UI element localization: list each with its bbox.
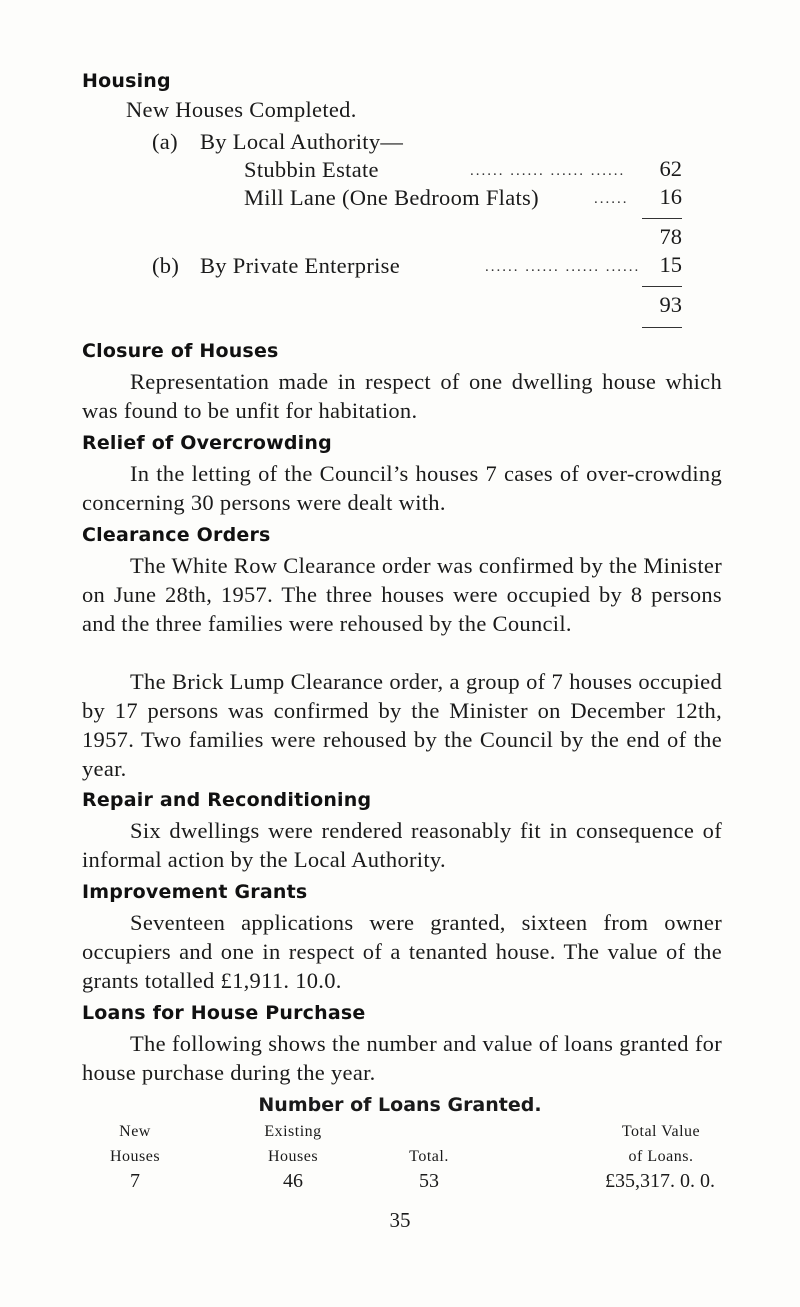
- clearance-paragraph-2: The Brick Lump Clearance order, a group of 7 houses occupied by 17 persons was confirmed by the Minister on December 12th, 1957. Two families were rehoused by the Council by the end of the year.: [82, 669, 722, 781]
- loans-paragraph: The following shows the number and value of loans granted for house purchase during the year.: [82, 1031, 722, 1085]
- improvement-paragraph: Seventeen applications were granted, sixteen from owner occupiers and one in respect of a tenanted house. The value of the grants totalled £1,911. 10.0.: [82, 910, 722, 993]
- col-new-houses-line2: Houses: [109, 1148, 161, 1165]
- item-b-title: By Private Enterprise: [200, 253, 400, 278]
- item-a-label: (a): [152, 129, 178, 154]
- col-total-value-amount: £35,317. 0. 0.: [605, 1170, 715, 1192]
- row-stubbin-dots: ...... ...... ...... ......: [470, 163, 626, 179]
- loans-table-title: Number of Loans Granted.: [258, 1094, 542, 1116]
- section-heading-loans: Loans for House Purchase: [82, 1002, 366, 1024]
- row-mill-lane-label: Mill Lane (One Bedroom Flats): [244, 185, 539, 210]
- item-b-label: (b): [152, 253, 180, 278]
- col-new-houses-line1: New: [119, 1123, 151, 1140]
- col-total-value-line1: Total Value: [621, 1123, 701, 1140]
- section-heading-closure: Closure of Houses: [82, 340, 279, 362]
- row-mill-lane-value: 16: [659, 184, 682, 209]
- total-rule-top: [642, 286, 682, 287]
- row-stubbin-label: Stubbin Estate: [244, 157, 379, 182]
- row-mill-lane-dots: ......: [594, 191, 629, 207]
- subtotal-value: 78: [659, 224, 682, 249]
- item-a-title: By Local Authority—: [200, 129, 404, 154]
- subtotal-rule: [642, 218, 682, 219]
- total-value: 93: [659, 292, 682, 317]
- new-houses-subheading: New Houses Completed.: [126, 97, 357, 122]
- col-total-value-line2: of Loans.: [628, 1148, 694, 1165]
- total-rule-bottom: [642, 327, 682, 328]
- col-existing-houses-line2: Houses: [267, 1148, 319, 1165]
- closure-paragraph: Representation made in respect of one dwelling house which was found to be unfit for habitation.: [82, 369, 722, 423]
- item-b-value: 15: [659, 252, 682, 277]
- section-heading-overcrowding: Relief of Overcrowding: [82, 432, 332, 454]
- col-new-houses-value: 7: [130, 1170, 140, 1192]
- item-b-dots: ...... ...... ...... ......: [485, 259, 641, 275]
- section-heading-repair: Repair and Reconditioning: [82, 789, 372, 811]
- clearance-paragraph-1: The White Row Clearance order was confirmed by the Minister on June 28th, 1957. The three houses were occupied by 8 persons and the three families were rehoused by the Council.: [82, 553, 722, 636]
- repair-paragraph: Six dwellings were rendered reasonably fit in consequence of informal action by the Local Authority.: [82, 818, 722, 872]
- overcrowding-paragraph: In the letting of the Council’s houses 7 cases of over-crowding concerning 30 persons were dealt with.: [82, 461, 722, 515]
- col-total-value: 53: [419, 1170, 439, 1192]
- row-stubbin-value: 62: [659, 156, 682, 181]
- section-heading-clearance: Clearance Orders: [82, 524, 271, 546]
- section-heading-housing: Housing: [82, 70, 171, 92]
- col-total-header: Total.: [409, 1148, 449, 1165]
- section-heading-improvement: Improvement Grants: [82, 881, 308, 903]
- col-existing-houses-value: 46: [283, 1170, 303, 1192]
- page-number: 35: [389, 1208, 411, 1232]
- col-existing-houses-line1: Existing: [264, 1123, 322, 1140]
